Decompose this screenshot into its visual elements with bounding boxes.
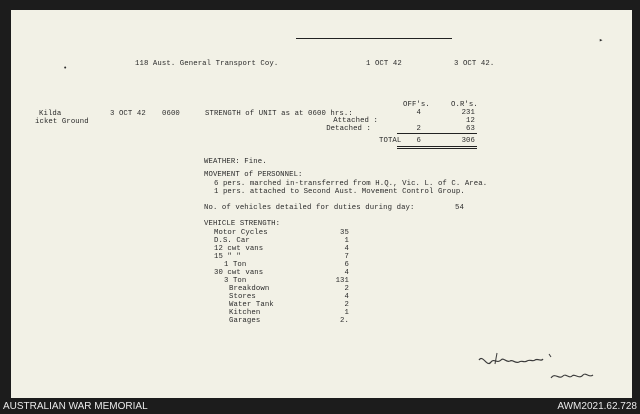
vehicle-count: 131: [335, 277, 349, 285]
vehicle-name: 1 Ton: [224, 261, 247, 269]
offrs-header: OFF's.: [403, 101, 430, 109]
total-ors: 306: [461, 137, 475, 145]
movement-line-2: 1 pers. attached to Second Aust. Movement Control Group.: [214, 188, 465, 196]
ors-present: 231: [461, 109, 475, 117]
vehicle-name: Garages: [229, 317, 261, 325]
corner-mark: ▸: [599, 37, 604, 45]
ors-header: O.R's.: [451, 101, 478, 109]
offrs-present: 4: [416, 109, 421, 117]
total-rule-2: [397, 148, 477, 149]
weather-line: WEATHER: Fine.: [204, 158, 267, 166]
vehicle-count: 4: [344, 293, 349, 301]
detached-label: Detached :: [326, 125, 371, 133]
vehicle-count: 6: [344, 261, 349, 269]
total-offrs: 6: [416, 137, 421, 145]
vehicle-count: 1: [344, 309, 349, 317]
vehicle-name: Water Tank: [229, 301, 274, 309]
total-rule-1: [397, 146, 477, 147]
total-label: TOTAL: [379, 137, 402, 145]
date-from: 1 OCT 42: [366, 60, 402, 68]
footer-bar: [0, 400, 640, 414]
movement-line-1: 6 pers. marched in-transferred from H.Q., Vic. L. of C. Area.: [214, 180, 488, 188]
handwritten-signature: [475, 350, 605, 390]
top-rule: [296, 38, 452, 39]
date-to: 3 OCT 42.: [454, 60, 495, 68]
vehicle-count: 1: [344, 237, 349, 245]
entry-time: 0600: [162, 110, 180, 118]
vehicle-count: 2: [344, 285, 349, 293]
unit-name: 118 Aust. General Transport Coy.: [135, 60, 279, 68]
vehicle-name: Breakdown: [229, 285, 270, 293]
vehicle-count: 2: [344, 301, 349, 309]
place-line-1: Kilda: [39, 110, 62, 118]
detached-ors: 63: [466, 125, 475, 133]
vehicle-count: 4: [344, 269, 349, 277]
vehicles-detailed-value: 54: [455, 204, 464, 212]
document-page: [11, 10, 632, 398]
vehicle-name: D.S. Car: [214, 237, 250, 245]
vehicle-name: 30 cwt vans: [214, 269, 264, 277]
vehicle-count: 2.: [340, 317, 349, 325]
vehicle-count: 35: [340, 229, 349, 237]
vehicle-name: 3 Ton: [224, 277, 247, 285]
attached-label: Attached :: [333, 117, 378, 125]
attached-ors: 12: [466, 117, 475, 125]
subtotal-rule: [397, 133, 477, 134]
footer-accession-number: AWM2021.62.728: [557, 401, 637, 412]
margin-mark: •: [63, 65, 68, 73]
footer-institution: AUSTRALIAN WAR MEMORIAL: [3, 401, 148, 412]
vehicle-count: 4: [344, 245, 349, 253]
vehicle-name: Stores: [229, 293, 256, 301]
entry-date: 3 OCT 42: [110, 110, 146, 118]
vehicle-count: 7: [344, 253, 349, 261]
strength-label: STRENGTH of UNIT as at 0600 hrs.:: [205, 110, 353, 118]
vehicle-name: 15 " ": [214, 253, 241, 261]
vehicle-strength-heading: VEHICLE STRENGTH:: [204, 220, 281, 228]
detached-offrs: 2: [416, 125, 421, 133]
vehicle-name: Kitchen: [229, 309, 261, 317]
vehicles-detailed-label: No. of vehicles detailed for duties during day:: [204, 204, 415, 212]
vehicle-name: Motor Cycles: [214, 229, 268, 237]
vehicle-name: 12 cwt vans: [214, 245, 264, 253]
movement-heading: MOVEMENT of PERSONNEL:: [204, 171, 303, 179]
place-line-2: icket Ground: [35, 118, 89, 126]
